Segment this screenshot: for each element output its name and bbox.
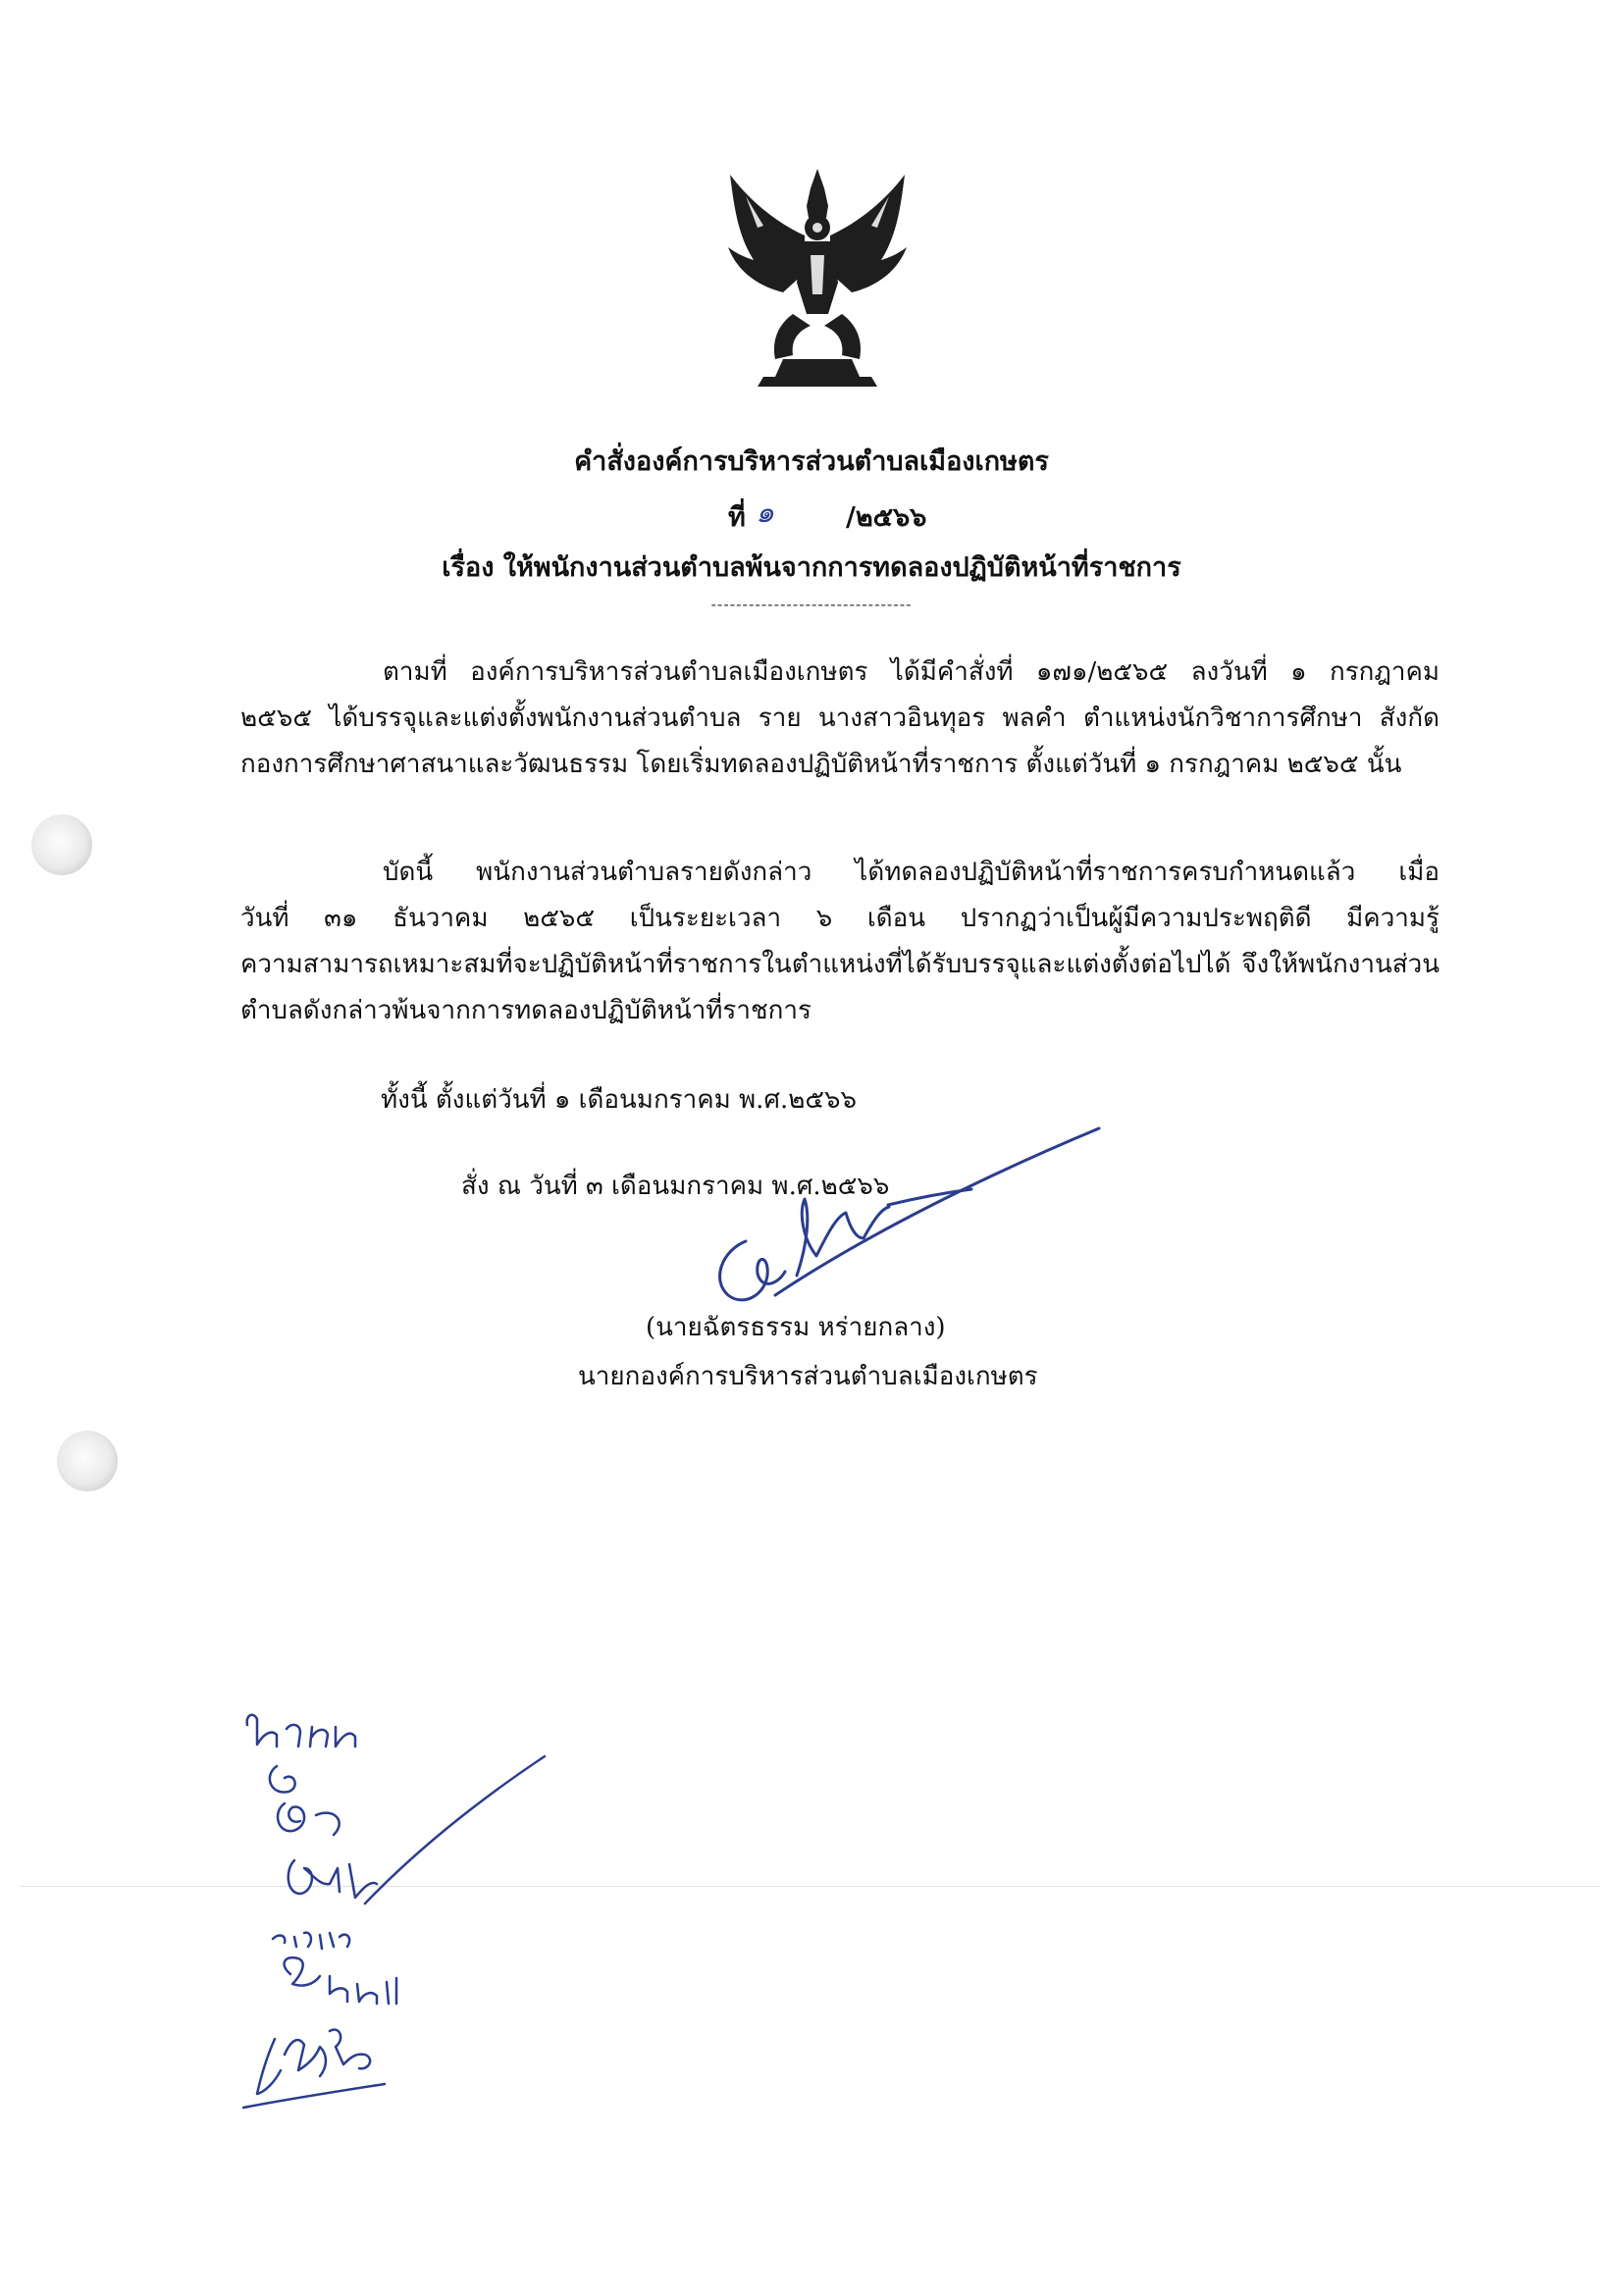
- paragraph-line: ตำบลดังกล่าวพ้นจากการทดลองปฏิบัติหน้าที่ราชการ: [240, 996, 812, 1025]
- effective-date: ทั้งนี้ ตั้งแต่วันที่ ๑ เดือนมกราคม พ.ศ.๒๕๖๖: [381, 1085, 858, 1115]
- signer-position: นายกองค์การบริหารส่วนตำบลเมืองเกษตร: [578, 1362, 1038, 1391]
- paragraph-line: กองการศึกษาศาสนาและวัฒนธรรม โดยเริ่มทดลองปฏิบัติหน้าที่ราชการ ตั้งแต่วันที่ ๑ กรกฎาคม ๒๕๖๕ นั้น: [240, 750, 1402, 779]
- order-subject: เรื่อง ให้พนักงานส่วนตำบลพ้นจากการทดลองปฏิบัติหน้าที่ราชการ: [442, 552, 1181, 583]
- order-number-label: ที่: [728, 502, 746, 533]
- order-number-year: /๒๕๖๖: [846, 502, 927, 533]
- paragraph-reference: [240, 650, 1440, 788]
- punch-hole: [31, 814, 92, 875]
- paragraph-line: ตามที่ องค์การบริหารส่วนตำบลเมืองเกษตร ได้มีคำสั่งที่ ๑๗๑/๒๕๖๕ ลงวันที่ ๑ กรกฎาคม: [383, 657, 1440, 687]
- paragraph-decision: [240, 850, 1440, 1034]
- separator-line: --------------------------------: [710, 595, 913, 613]
- order-title: คำสั่งองค์การบริหารส่วนตำบลเมืองเกษตร: [574, 446, 1049, 477]
- paragraph-line: วันที่ ๓๑ ธันวาคม ๒๕๖๕ เป็นระยะเวลา ๖ เดือน ปรากฏว่าเป็นผู้มีความประพฤติดี มีความรู้: [240, 904, 1440, 933]
- order-date: สั่ง ณ วันที่ ๓ เดือนมกราคม พ.ศ.๒๕๖๖: [461, 1172, 890, 1201]
- scan-artifact-line: [20, 1886, 1599, 1887]
- signer-name: (นายฉัตรธรรม หร่ายกลาง): [646, 1313, 946, 1342]
- garuda-emblem: [724, 167, 911, 388]
- acknowledgement-handwriting: [243, 1715, 545, 2108]
- order-number-handwritten: ๑: [756, 496, 775, 530]
- chief-signature: [720, 1128, 1099, 1300]
- paragraph-line: ความสามารถเหมาะสมที่จะปฏิบัติหน้าที่ราชการในตำแหน่งที่ได้รับบรรจุและแต่งตั้งต่อไปได้ จึงให้พนักงานส่วน: [240, 950, 1440, 979]
- punch-hole: [57, 1431, 118, 1491]
- paragraph-line: ๒๕๖๕ ได้บรรจุและแต่งตั้งพนักงานส่วนตำบล ราย นางสาวอินทุอร พลคำ ตำแหน่งนักวิชาการศึกษา สังกัด: [240, 704, 1440, 733]
- paragraph-line: บัดนี้ พนักงานส่วนตำบลรายดังกล่าว ได้ทดลองปฏิบัติหน้าที่ราชการครบกำหนดแล้ว เมื่อ: [383, 858, 1440, 887]
